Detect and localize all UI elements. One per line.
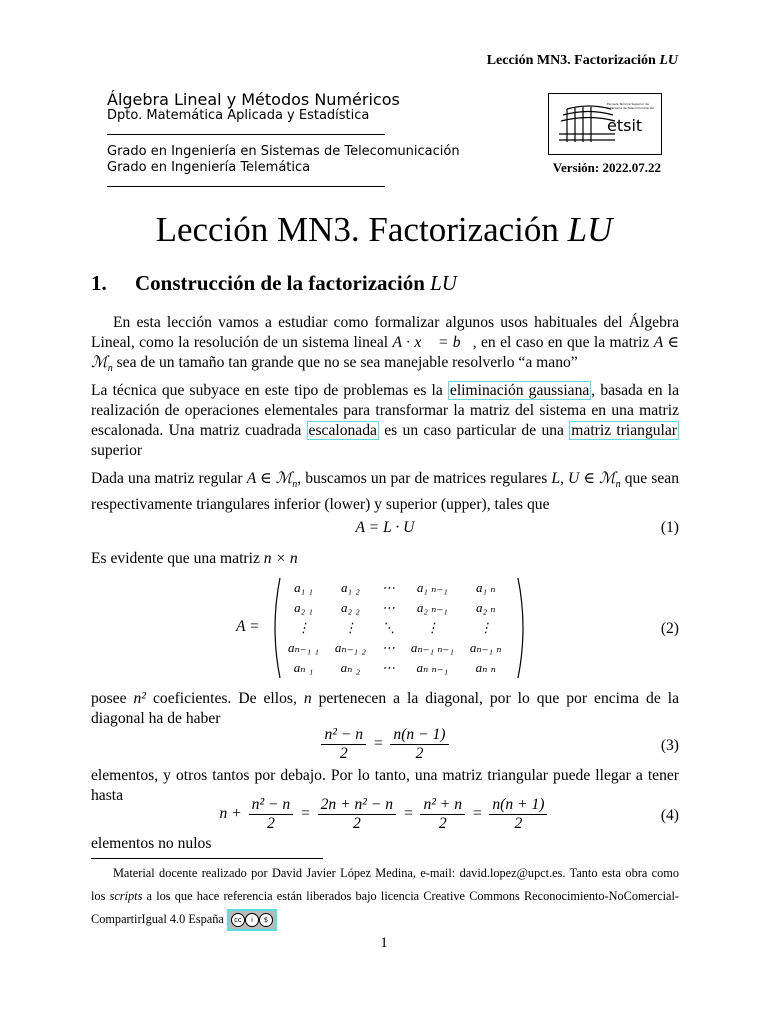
matrix-entry: aₙ₋₁ ₙ₋₁ bbox=[410, 640, 454, 655]
link-eliminacion-gaussiana[interactable]: eliminación gaussiana bbox=[449, 382, 590, 399]
equation-3 bbox=[91, 726, 679, 768]
p2-text-b: , basada en la realización de operaciones elementales para transformar la matriz del sistema en una matriz escalonada. Una matriz cuadrada bbox=[91, 382, 679, 439]
paragraph-3: Dada una matriz regular A ∈ ℳ$_n$, buscamos un par de matrices regulares L, U ∈ ℳ$_n$ que sean respectivamente triangulares inferior (lower) y superior (upper), tales que bbox=[91, 470, 680, 514]
p5-math-2: n bbox=[303, 690, 312, 707]
equation-1-label: (1) bbox=[660, 519, 679, 536]
matrix-entry: a₁ ₙ₋₁ bbox=[416, 580, 448, 595]
eq4-equals-3: = bbox=[471, 805, 483, 823]
running-head bbox=[487, 53, 678, 69]
p7-text: elementos no nulos bbox=[91, 835, 212, 852]
p5-text-b: coeficientes. De ellos, bbox=[145, 690, 304, 707]
p5-text-c: pertenecen a la diagonal, por lo que por encima de la diagonal ha de haber bbox=[91, 690, 679, 727]
matrix-row bbox=[280, 658, 510, 678]
p5-text-a: posee bbox=[91, 690, 134, 707]
section-heading bbox=[91, 271, 457, 296]
eq4-fraction-3 bbox=[420, 796, 465, 833]
p1-text-b: , en el caso en que la matriz bbox=[472, 334, 654, 351]
equation-3-label: (3) bbox=[660, 737, 679, 754]
eq3-f1-num: n² − n bbox=[321, 726, 366, 745]
eq4-fraction-2 bbox=[318, 796, 397, 833]
matrix-entry: a₂ ₂ bbox=[340, 600, 360, 615]
equation-2-label: (2) bbox=[660, 620, 679, 637]
p1-text-a: En esta lección vamos a estudiar como formalizar algunos usos habituales del Álgebra Lineal, como la resolución de un sistema lineal bbox=[91, 314, 679, 351]
matrix-entries bbox=[280, 578, 510, 678]
running-head-math: LU bbox=[659, 53, 678, 68]
eq4-f3-num: n² + n bbox=[420, 796, 465, 815]
footnote-text-a: Material docente realizado por David Javier López Medina, e-mail: david.lopez@upct.es. Tanto esta obra como los bbox=[91, 866, 679, 903]
matrix-A bbox=[272, 576, 526, 680]
eq4-equals-2: = bbox=[403, 805, 414, 823]
eq4-f4-num: n(n + 1) bbox=[489, 796, 547, 815]
eq4-f1-num: n² − n bbox=[249, 796, 294, 815]
eq4-f4-den: 2 bbox=[514, 815, 523, 832]
page-number: 1 bbox=[380, 935, 388, 951]
logo-caption: Escuela Técnica Superior de Ingeniería de Telecomunicación bbox=[607, 102, 655, 110]
page-title-text: Lección MN3. Factorización bbox=[155, 210, 559, 249]
header-rule-bottom bbox=[107, 186, 385, 187]
right-paren-icon bbox=[516, 576, 526, 680]
eq4-fraction-1 bbox=[249, 796, 294, 833]
logo-text: etsit bbox=[607, 116, 643, 135]
version: Versión: 2022.07.22 bbox=[552, 160, 661, 175]
eq4-equals-1: = bbox=[300, 805, 311, 823]
p3-text-c: que sean respectivamente triangulares inferior (lower) y superior (upper), tales que bbox=[91, 470, 680, 514]
matrix-entry: aₙ ₂ bbox=[340, 660, 361, 675]
matrix-entry: a₂ ₙ bbox=[475, 600, 496, 615]
equation-2 bbox=[236, 576, 536, 680]
by-icon: i bbox=[245, 913, 259, 927]
p1-text-c: sea de un tamaño tan grande que no se sea manejable resolverlo “a mano” bbox=[112, 354, 578, 371]
section-math: LU bbox=[430, 271, 457, 295]
matrix-entry: aₙ ₁ bbox=[293, 660, 314, 675]
running-head-text: Lección MN3. Factorización bbox=[486, 53, 656, 68]
matrix-entry: a₁ ₁ bbox=[294, 580, 313, 595]
matrix-entry: aₙ ₙ₋₁ bbox=[416, 660, 449, 675]
cc-icon: cc bbox=[231, 913, 245, 927]
matrix-row bbox=[280, 598, 510, 618]
matrix-entry: ⋮ bbox=[425, 620, 439, 635]
footnote bbox=[91, 862, 679, 931]
paragraph-4 bbox=[91, 549, 679, 569]
matrix-row bbox=[280, 578, 510, 598]
matrix-entry: ⋯ bbox=[381, 660, 395, 675]
matrix-entry: aₙ₋₁ ₂ bbox=[334, 640, 366, 655]
matrix-entry: ⋱ bbox=[381, 620, 395, 635]
degree-1: Grado en Ingeniería en Sistemas de Telecomunicación bbox=[107, 144, 460, 159]
page-title bbox=[0, 210, 768, 250]
etsit-logo bbox=[548, 93, 662, 155]
p3-math-2: L, U ∈ ℳ bbox=[551, 470, 616, 487]
matrix-entry: aₙ₋₁ ₙ bbox=[469, 640, 502, 655]
eq3-f2-den: 2 bbox=[415, 745, 424, 762]
p3-text-a: Dada una matriz regular bbox=[91, 470, 247, 487]
equation-2-lhs: A = bbox=[236, 618, 260, 635]
eq3-f1-den: 2 bbox=[339, 745, 348, 762]
matrix-entry: a₂ ₁ bbox=[294, 600, 313, 615]
p5-math-1: n² bbox=[133, 690, 146, 707]
p3-math-1: A ∈ ℳ bbox=[246, 470, 293, 487]
matrix-row bbox=[280, 638, 510, 658]
p2-text-a: La técnica que subyace en este tipo de problemas es la bbox=[91, 382, 448, 399]
eq4-lead: n + bbox=[219, 805, 242, 823]
footnote-text-b: a los que hace referencia están liberados bajo licencia Creative Commons Reconocimiento-NoComercial-CompartirIgual 4.0 España bbox=[91, 889, 679, 926]
footnote-scripts: scripts bbox=[109, 889, 143, 903]
matrix-row bbox=[280, 618, 510, 638]
paragraph-7 bbox=[91, 834, 679, 854]
eq4-fraction-4 bbox=[489, 796, 547, 833]
header-rule-top bbox=[107, 134, 385, 135]
equation-4 bbox=[91, 796, 679, 838]
matrix-entry: aₙ ₙ bbox=[475, 660, 496, 675]
footnote-rule bbox=[91, 858, 323, 859]
section-number: 1. bbox=[91, 271, 107, 295]
department: Dpto. Matemática Aplicada y Estadística bbox=[107, 108, 370, 123]
equation-1 bbox=[91, 519, 679, 541]
paragraph-1: En esta lección vamos a estudiar como formalizar algunos usos habituales del Álgebra Lineal, como la resolución de un sistema lineal A · x⃗ = b⃗, en el caso en que la matriz A ∈ ℳ$_n$ sea de un tamaño tan grande que no se sea manejable resolverlo “a mano” bbox=[91, 314, 679, 375]
eq3-f2-num: n(n − 1) bbox=[390, 726, 448, 745]
p2-text-d: superior bbox=[91, 442, 143, 459]
p1-math-system: A · x⃗ = b⃗ bbox=[392, 334, 473, 351]
matrix-entry: ⋯ bbox=[381, 580, 395, 595]
matrix-entry: aₙ₋₁ ₁ bbox=[288, 640, 319, 655]
p4-text-a: Es evidente que una matriz bbox=[91, 550, 264, 567]
equation-4-label: (4) bbox=[660, 807, 679, 824]
matrix-entry: ⋮ bbox=[296, 620, 310, 635]
p3-text-b: , buscamos un par de matrices regulares bbox=[297, 470, 552, 487]
matrix-entry: a₁ ₙ bbox=[475, 580, 496, 595]
paragraph-2 bbox=[91, 381, 679, 461]
degree-2: Grado en Ingeniería Telemática bbox=[107, 160, 311, 175]
eq4-f3-den: 2 bbox=[438, 815, 447, 832]
matrix-entry: ⋯ bbox=[381, 640, 395, 655]
link-escalonada[interactable]: escalonada bbox=[308, 422, 377, 439]
eq3-equals: = bbox=[372, 735, 384, 753]
p6-text: elementos, y otros tantos por debajo. Por lo tanto, una matriz triangular puede llegar a tener hasta bbox=[91, 767, 679, 804]
eq3-fraction-1 bbox=[321, 726, 366, 763]
eq4-f1-den: 2 bbox=[267, 815, 275, 832]
eq4-f2-den: 2 bbox=[352, 815, 361, 832]
p2-text-c: es un caso particular de una bbox=[378, 422, 570, 439]
paragraph-5 bbox=[91, 689, 679, 729]
p1-math-matrix: A ∈ ℳ bbox=[91, 334, 679, 371]
cc-license-badge[interactable] bbox=[227, 909, 277, 931]
link-matriz-triangular[interactable]: matriz triangular bbox=[571, 422, 678, 439]
nc-icon: $ bbox=[259, 913, 273, 927]
eq4-f2-num: 2n + n² − n bbox=[318, 796, 397, 815]
eq3-fraction-2 bbox=[390, 726, 448, 763]
section-text: Construcción de la factorización bbox=[135, 271, 425, 295]
matrix-entry: a₂ ₙ₋₁ bbox=[416, 600, 448, 615]
course-title: Álgebra Lineal y Métodos Numéricos bbox=[107, 90, 400, 109]
matrix-entry: ⋮ bbox=[343, 620, 357, 635]
equation-1-expr: A = L · U bbox=[355, 519, 415, 536]
matrix-entry: ⋮ bbox=[479, 620, 493, 635]
p4-math: n × n bbox=[263, 550, 298, 567]
page-title-math: LU bbox=[567, 210, 613, 249]
matrix-entry: ⋯ bbox=[381, 600, 395, 615]
matrix-entry: a₁ ₂ bbox=[340, 580, 360, 595]
